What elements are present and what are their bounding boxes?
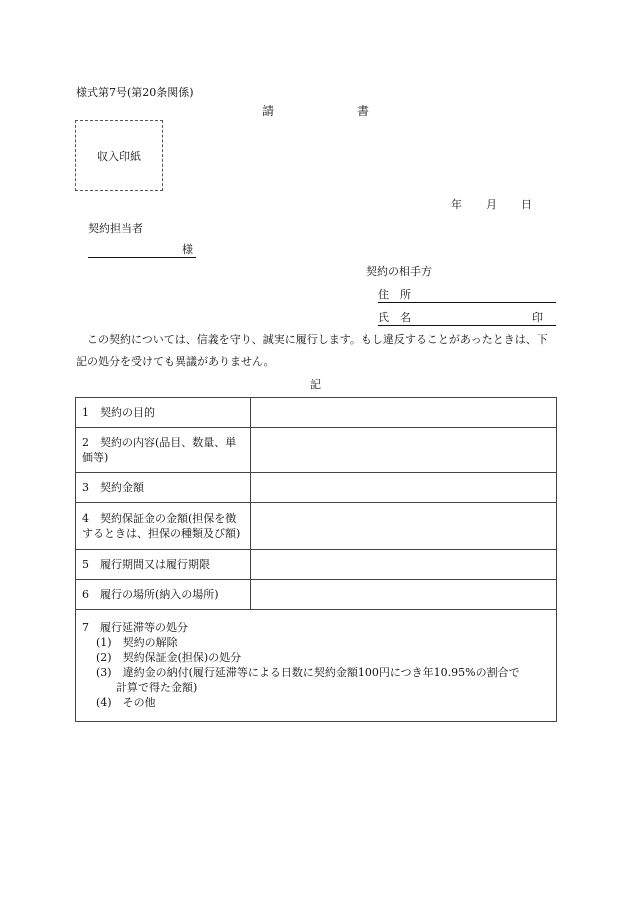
date-day: 日 — [521, 198, 532, 211]
table-row — [76, 428, 557, 473]
table-row — [76, 550, 557, 580]
row-label: 6 履行の場所(納入の場所) — [76, 580, 251, 610]
contract-details-table — [75, 397, 557, 722]
table-row — [76, 473, 557, 503]
date-year: 年 — [451, 198, 462, 211]
penalty-item: (2) 契約保証金(担保)の処分 — [96, 651, 242, 664]
penalty-heading: 7 履行延滞等の処分 — [82, 621, 188, 634]
addressee-underline — [88, 257, 196, 258]
ki-heading: 記 — [310, 378, 321, 391]
penalty-item: (4) その他 — [96, 696, 156, 709]
address-underline — [378, 302, 556, 303]
addressee-honorific: 様 — [182, 243, 193, 256]
row-label: 4 契約保証金の金額(担保を徴するときは、担保の種類及び額) — [76, 503, 251, 550]
form-number: 様式第7号(第20条関係) — [76, 86, 194, 99]
row-value — [251, 503, 557, 550]
revenue-stamp-box — [75, 120, 163, 191]
row-value — [251, 550, 557, 580]
penalty-item: (3) 違約金の納付(履行延滞等による日数に契約金額100円につき年10.95%の割合で — [96, 666, 520, 679]
table-row — [76, 398, 557, 428]
table-row — [76, 580, 557, 610]
contractor-label: 契約の相手方 — [366, 265, 432, 278]
table-row — [76, 503, 557, 550]
address-label: 住 所 — [378, 288, 411, 301]
name-label: 氏 名 — [378, 311, 411, 324]
name-underline — [378, 325, 556, 326]
date-month: 月 — [486, 198, 497, 211]
declaration-text: この契約については、信義を守り、誠実に履行します。もし違反することがあったときは、下記の処分を受けても異議がありません。 — [76, 333, 548, 368]
revenue-stamp-label: 収入印紙 — [97, 149, 141, 163]
row-value — [251, 428, 557, 473]
title-char-1: 請 — [262, 104, 275, 118]
row-value — [251, 473, 557, 503]
penalty-item-continuation: 計算で得た金額) — [116, 681, 198, 694]
row-value — [251, 398, 557, 428]
row-label: 3 契約金額 — [76, 473, 251, 503]
penalty-item: (1) 契約の解除 — [96, 636, 178, 649]
row-label: 5 履行期間又は履行期限 — [76, 550, 251, 580]
row-value — [251, 580, 557, 610]
penalty-cell — [76, 610, 557, 722]
table-row — [76, 610, 557, 722]
seal-mark: 印 — [532, 311, 543, 324]
addressee-label: 契約担当者 — [88, 222, 143, 235]
row-label: 1 契約の目的 — [76, 398, 251, 428]
title-char-2: 書 — [357, 104, 370, 118]
row-label: 2 契約の内容(品目、数量、単価等) — [76, 428, 251, 473]
